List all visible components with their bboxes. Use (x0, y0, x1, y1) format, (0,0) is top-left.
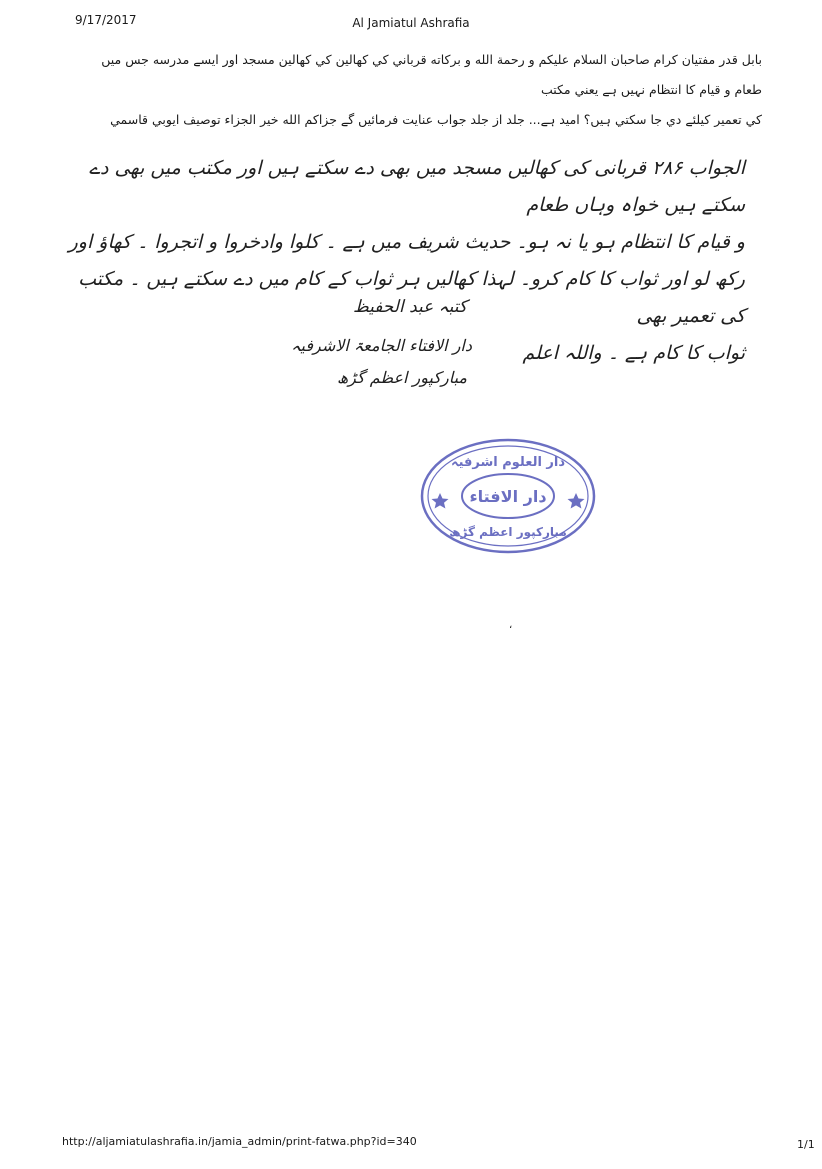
print-date: 9/17/2017 (75, 13, 137, 27)
dar-ul-ifta-stamp (418, 436, 598, 556)
stamp-bottom-text: مبارکپور اعظم گڑھ (449, 525, 567, 539)
star-icon (568, 493, 585, 509)
stamp-top-text: دار العلوم اشرفیہ (450, 455, 566, 470)
answer-line: ثواب کا کام ہے ۔ واللہ اعلم (522, 342, 745, 364)
question-line: بابل قدر مفتيان كرام صاحبان السلام عليكم و رحمة الله و بركاته قرباني كي كهالين كي كهالين مسجد اور ايسے مدرسه جس ميں طعام و قيام كا انتظام نہيں ہے يعني مكتب (101, 52, 762, 97)
star-icon (432, 493, 449, 509)
footer-page-number: 1/1 (797, 1138, 815, 1151)
page-title: Al Jamiatul Ashrafia (352, 16, 470, 30)
page-mark: ، (509, 620, 513, 631)
signature-place: مبارکپور اعظم گڑھ (337, 368, 467, 387)
stamp-center-text: دار الافتاء (469, 487, 547, 506)
answer-line: و قیام کا انتظام ہو یا نہ ہو۔ حدیث شریف میں ہے ۔ کلوا وادخروا و اتجروا ۔ کھاؤ اور (68, 231, 745, 253)
signature-organization: دار الافتاء الجامعۃ الاشرفیہ (291, 336, 472, 355)
footer-url: http://aljamiatulashrafia.in/jamia_admin/print-fatwa.php?id=340 (62, 1135, 417, 1148)
signature-name: کتبہ عبد الحفیظ (352, 297, 467, 317)
question-text (70, 45, 762, 135)
question-line: كي تعمير كيلئے دي جا سكتي ہيں؟ اميد ہے... جلد از جلد جواب عنايت فرمائيں گے جزاكم الله خير الجزاء توصيف ايوبي قاسمي (110, 112, 762, 127)
answer-line: رکھ لو اور ثواب کا کام کرو۔ لہذا کھالیں ہر ثواب کے کام میں دے سکتے ہیں ۔ مکتب کی تعمیر بھی (78, 268, 745, 327)
answer-line: الجواب ۲۸۶ قربانی کی کھالیں مسجد میں بھی دے سکتے ہیں اور مکتب میں بھی دے سکتے ہیں خواہ وہاں طعام (88, 157, 745, 216)
